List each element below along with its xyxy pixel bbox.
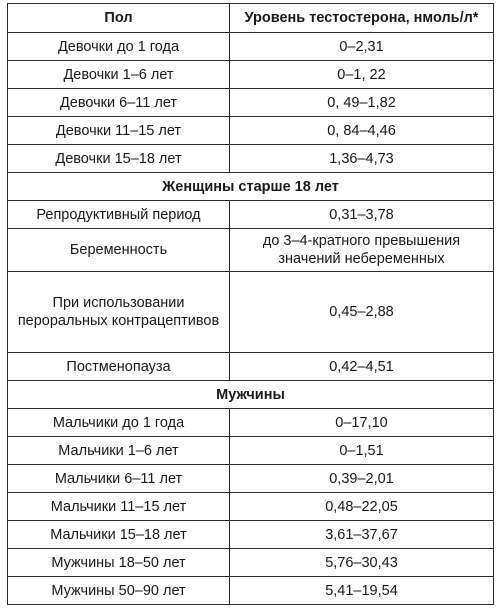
section-row-women [8,173,494,201]
value-cell: 0–1,51 [230,437,494,465]
group-cell: Девочки 1–6 лет [8,61,230,89]
table-row [8,33,494,61]
value-cell: 1,36–4,73 [230,145,494,173]
group-cell: Мужчины 18–50 лет [8,549,230,577]
value-cell: 3,61–37,67 [230,521,494,549]
value-cell: 0,48–22,05 [230,493,494,521]
table-row [8,61,494,89]
section-title-women: Женщины старше 18 лет [8,173,494,201]
value-cell: 0–17,10 [230,409,494,437]
table-row [8,272,494,353]
table-row [8,577,494,605]
value-cell: 0,45–2,88 [230,272,494,353]
table-row [8,465,494,493]
section-title-men: Мужчины [8,381,494,409]
group-cell: Девочки 11–15 лет [8,117,230,145]
value-cell: 0, 49–1,82 [230,89,494,117]
value-cell: 0,42–4,51 [230,353,494,381]
group-cell: Девочки 15–18 лет [8,145,230,173]
table-row [8,493,494,521]
table-row [8,117,494,145]
value-cell: 5,41–19,54 [230,577,494,605]
value-cell: 0,39–2,01 [230,465,494,493]
group-cell: Девочки 6–11 лет [8,89,230,117]
group-cell: Мальчики до 1 года [8,409,230,437]
header-level: Уровень тестостерона, нмоль/л* [230,4,494,33]
table-row [8,549,494,577]
group-cell: Постменопауза [8,353,230,381]
table-row [8,521,494,549]
section-row-men [8,381,494,409]
table-row [8,145,494,173]
header-gender: Пол [8,4,230,33]
group-cell: Мальчики 6–11 лет [8,465,230,493]
value-cell: 5,76–30,43 [230,549,494,577]
table-row [8,201,494,229]
group-cell: Мальчики 1–6 лет [8,437,230,465]
value-cell: 0–1, 22 [230,61,494,89]
table-row [8,89,494,117]
testosterone-table [7,3,494,605]
value-cell: 0, 84–4,46 [230,117,494,145]
group-cell: Мальчики 11–15 лет [8,493,230,521]
group-cell: Беременность [8,229,230,272]
table-row [8,353,494,381]
table-row [8,409,494,437]
group-cell: Девочки до 1 года [8,33,230,61]
value-cell: 0–2,31 [230,33,494,61]
group-cell: Мужчины 50–90 лет [8,577,230,605]
value-cell: 0,31–3,78 [230,201,494,229]
group-cell: Репродуктивный период [8,201,230,229]
group-cell: При использовании пероральных контрацептивов [8,272,230,353]
value-cell: до 3–4-кратного превышения значений небеременных [230,229,494,272]
table-row [8,229,494,272]
group-cell: Мальчики 15–18 лет [8,521,230,549]
table-row [8,437,494,465]
header-row [8,4,494,33]
